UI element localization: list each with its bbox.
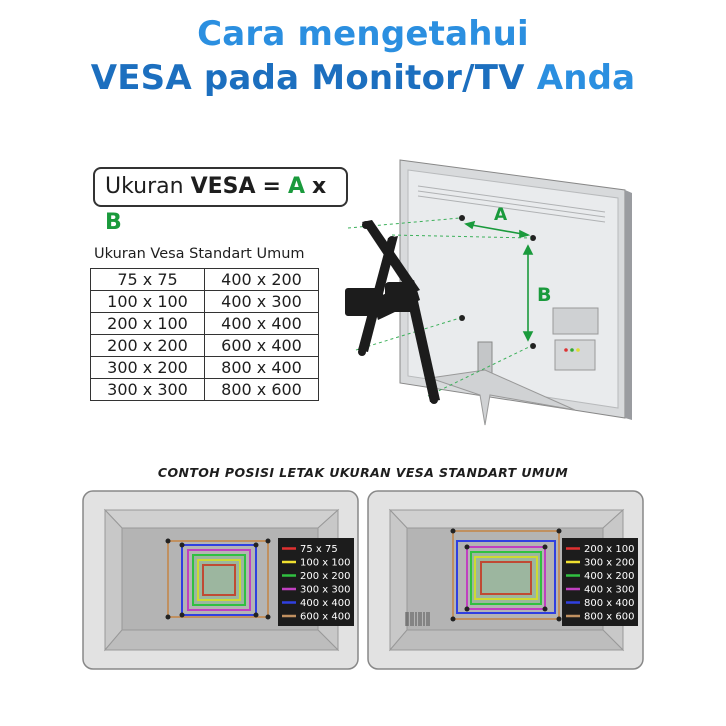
legend-label: 300 x 200: [584, 557, 635, 569]
table-cell: 100 x 100: [91, 291, 205, 313]
table-cell: 75 x 75: [91, 269, 205, 291]
legend-label: 300 x 300: [300, 584, 351, 596]
formula-prefix: Ukuran: [105, 174, 184, 199]
legend-label: 200 x 200: [300, 571, 351, 582]
legend-label: 200 x 100: [584, 544, 635, 555]
example-caption: CONTOH POSISI LETAK UKURAN VESA STANDART UMUM: [157, 465, 569, 480]
table-cell: 300 x 200: [91, 357, 205, 379]
table-cell: 300 x 300: [91, 379, 205, 401]
title-line-2-tail: Anda: [536, 58, 636, 98]
table-row: [91, 335, 319, 357]
table-cell: 800 x 600: [205, 379, 319, 401]
formula-equals: =: [262, 174, 281, 199]
legend-label: 100 x 100: [300, 557, 351, 569]
legend-label: 400 x 200: [584, 571, 635, 582]
table-row: [91, 313, 319, 335]
formula-a: A: [287, 174, 305, 199]
table-row: [91, 379, 319, 401]
legend-label: 800 x 400: [584, 598, 635, 609]
formula-vesa: VESA: [190, 174, 256, 199]
table-row: [91, 357, 319, 379]
table-cell: 400 x 300: [205, 291, 319, 313]
table-cell: 200 x 200: [91, 335, 205, 357]
dim-label-b: B: [537, 284, 552, 306]
formula-b: B: [105, 210, 122, 235]
table-cell: 400 x 400: [205, 313, 319, 335]
table-row: [91, 269, 319, 291]
formula-x: x: [312, 174, 327, 199]
table-cell: 600 x 400: [205, 335, 319, 357]
table-cell: 800 x 400: [205, 357, 319, 379]
table-cell: 200 x 100: [91, 313, 205, 335]
title-line-2-main: VESA pada Monitor/TV: [90, 58, 525, 98]
table-cell: 400 x 200: [205, 269, 319, 291]
legend-label: 75 x 75: [300, 544, 338, 555]
standard-sizes-caption: Ukuran Vesa Standart Umum: [94, 246, 305, 262]
title-line-1: Cara mengetahui: [197, 14, 529, 54]
legend-label: 400 x 300: [584, 584, 635, 596]
standard-sizes-table: [90, 268, 319, 401]
legend-label: 800 x 600: [584, 611, 635, 623]
legend-label: 600 x 400: [300, 611, 351, 623]
dim-label-a: A: [494, 205, 508, 225]
legend-label: 400 x 400: [300, 598, 351, 609]
table-row: [91, 291, 319, 313]
